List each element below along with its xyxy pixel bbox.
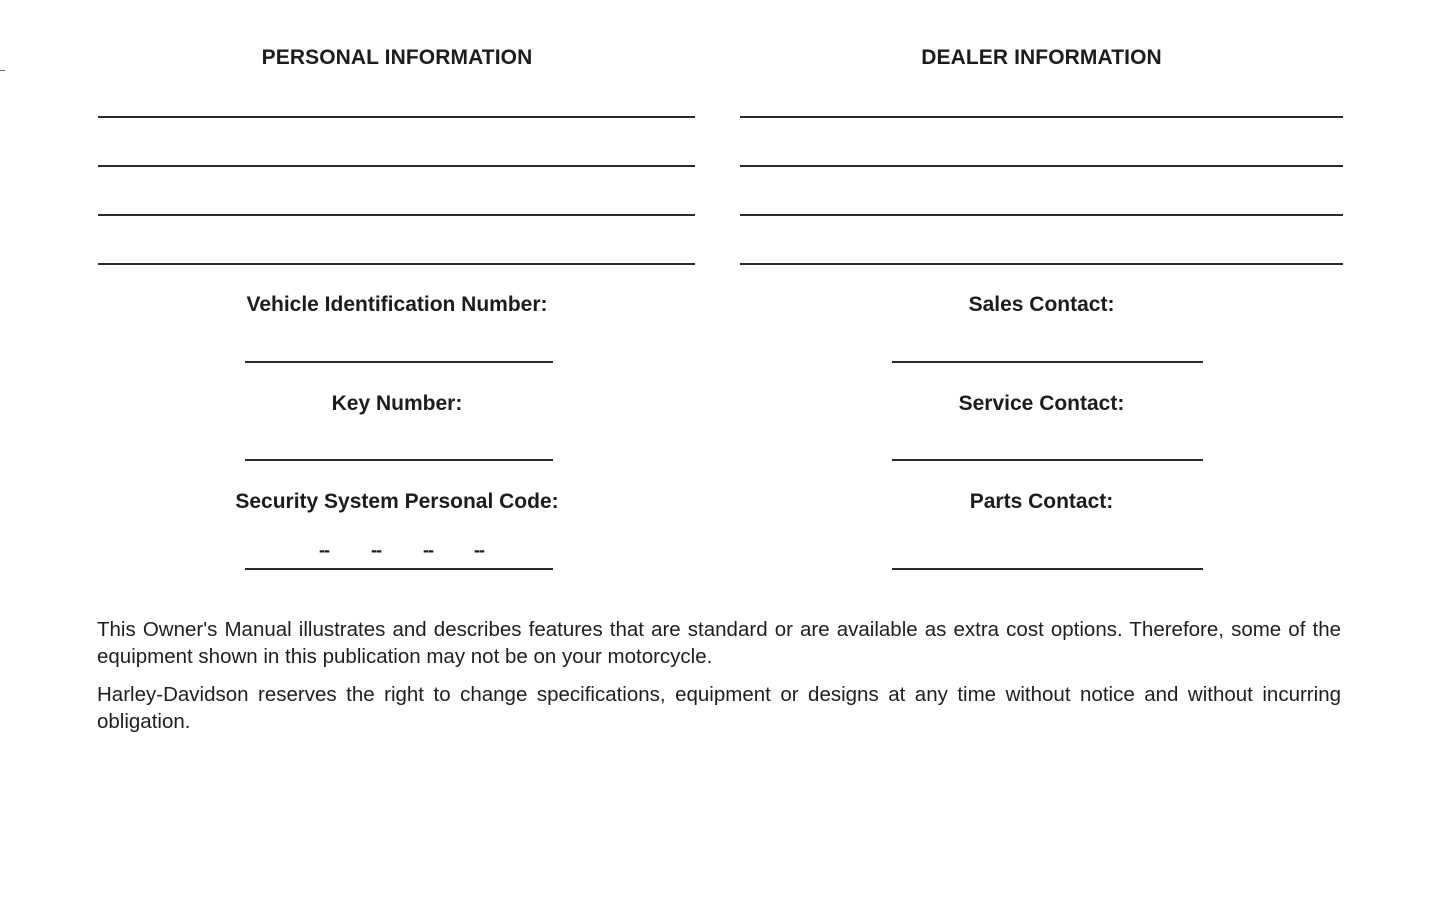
vin-field-line[interactable] — [245, 361, 553, 363]
parts-contact-field-line[interactable] — [892, 568, 1203, 570]
security-code-digit-3: -- — [423, 540, 433, 560]
security-code-digit-1: -- — [319, 540, 329, 560]
sales-contact-field-line[interactable] — [892, 361, 1203, 363]
dealer-info-line-2[interactable] — [740, 165, 1343, 167]
dealer-info-line-1[interactable] — [740, 116, 1343, 118]
dealer-info-line-4[interactable] — [740, 263, 1343, 265]
security-code-digits[interactable] — [245, 540, 553, 564]
security-code-label: Security System Personal Code: — [235, 490, 559, 513]
personal-info-line-2[interactable] — [98, 165, 695, 167]
personal-info-line-1[interactable] — [98, 116, 695, 118]
key-number-field-line[interactable] — [245, 459, 553, 461]
parts-contact-label: Parts Contact: — [969, 490, 1114, 513]
service-contact-field-line[interactable] — [892, 459, 1203, 461]
security-code-digit-4: -- — [474, 540, 484, 560]
dealer-information-heading: DEALER INFORMATION — [921, 46, 1162, 69]
security-code-field-line[interactable] — [245, 568, 553, 570]
specifications-notice-paragraph: Harley-Davidson reserves the right to change specifications, equipment or designs at any time without notice and without incurring obligation. — [97, 683, 1341, 733]
security-code-digit-2: -- — [371, 540, 381, 560]
service-contact-label: Service Contact: — [958, 392, 1125, 415]
page-edge-mark — [0, 70, 5, 71]
personal-info-line-3[interactable] — [98, 214, 695, 216]
personal-information-heading: PERSONAL INFORMATION — [261, 46, 533, 69]
personal-info-line-4[interactable] — [98, 263, 695, 265]
dealer-info-line-3[interactable] — [740, 214, 1343, 216]
sales-contact-label: Sales Contact: — [968, 293, 1115, 316]
vin-label: Vehicle Identification Number: — [246, 293, 548, 316]
equipment-notice-paragraph: This Owner's Manual illustrates and describes features that are standard or are available as extra cost options. Therefore, some of the equipment shown in this publication may not be on your motorcycle. — [97, 618, 1341, 668]
key-number-label: Key Number: — [331, 392, 463, 415]
